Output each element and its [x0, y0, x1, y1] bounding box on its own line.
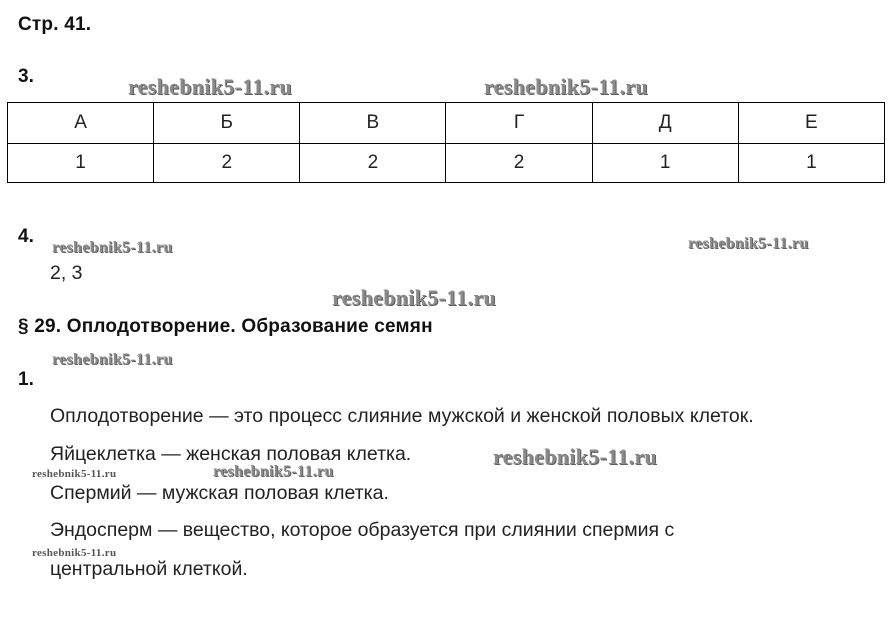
table-header-cell: Д [592, 103, 738, 144]
table-row [8, 144, 885, 183]
definition-line: Яйцеклетка — женская половая клетка. [50, 443, 412, 465]
section-title: § 29. Оплодотворение. Образование семян [18, 316, 433, 337]
table-cell: 1 [8, 144, 154, 183]
watermark-text: reshebnik5-11.ru [484, 74, 648, 99]
definition-line: Оплодотворение — это процесс слияние мужской и женской половых клеток. [50, 405, 754, 427]
task-4-answer: 2, 3 [50, 262, 83, 284]
watermark-text: reshebnik5-11.ru [32, 547, 117, 559]
watermark-text: reshebnik5-11.ru [332, 285, 496, 310]
table-header-row [8, 103, 885, 144]
definition-line: центральной клеткой. [50, 558, 248, 580]
table-header-cell: А [8, 103, 154, 144]
task-3-number: 3. [18, 66, 34, 87]
watermark-text: reshebnik5-11.ru [213, 463, 334, 480]
definition-line: Спермий — мужская половая клетка. [50, 482, 389, 504]
watermark-text: reshebnik5-11.ru [52, 351, 173, 368]
watermark-text: reshebnik5-11.ru [128, 74, 292, 99]
watermark-text: reshebnik5-11.ru [493, 444, 657, 469]
table-cell: 2 [300, 144, 446, 183]
definition-line: Эндосперм — вещество, которое образуется при слиянии спермия с [50, 519, 675, 541]
table-header-cell: В [300, 103, 446, 144]
answer-table [7, 102, 885, 183]
table-header-cell: Б [154, 103, 300, 144]
table-header-cell: Г [446, 103, 592, 144]
task-4-number: 4. [18, 226, 34, 247]
watermark-text: reshebnik5-11.ru [688, 235, 809, 252]
table-cell: 1 [738, 144, 884, 183]
table-header-cell: Е [738, 103, 884, 144]
table-cell: 2 [446, 144, 592, 183]
page-label: Стр. 41. [18, 14, 92, 35]
task-1-number: 1. [18, 369, 34, 390]
watermark-text: reshebnik5-11.ru [52, 239, 173, 256]
table-cell: 2 [154, 144, 300, 183]
watermark-text: reshebnik5-11.ru [32, 468, 117, 480]
table-cell: 1 [592, 144, 738, 183]
